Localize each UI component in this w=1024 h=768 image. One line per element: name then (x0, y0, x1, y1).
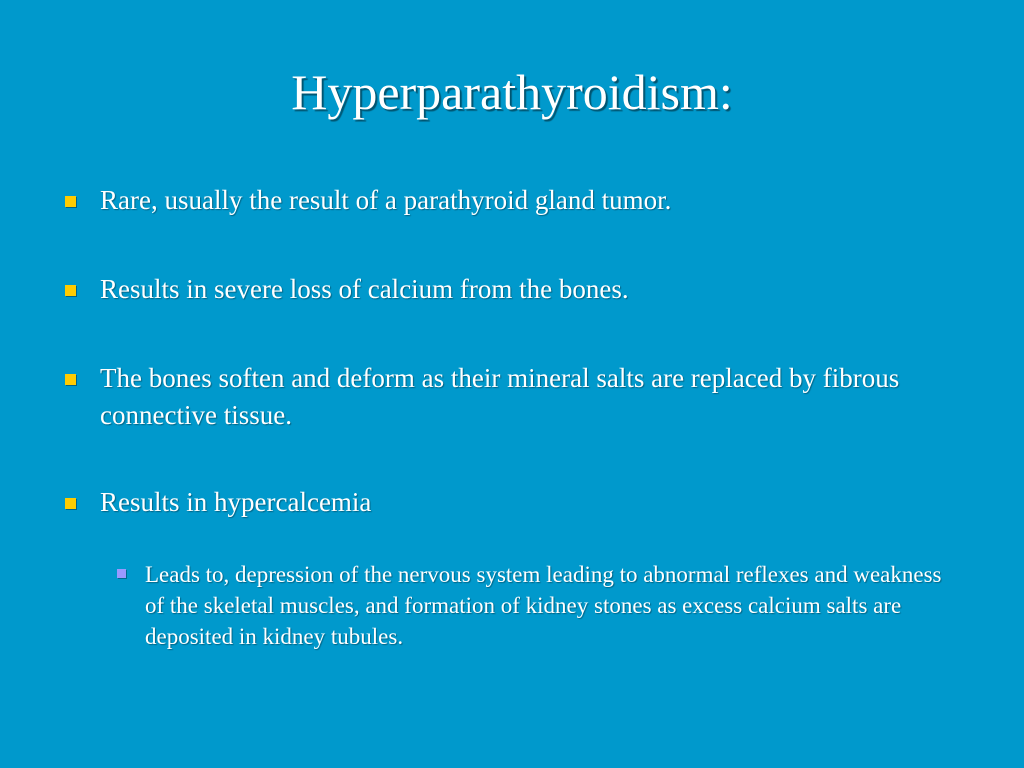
square-bullet-icon (65, 498, 76, 509)
bullet-text: The bones soften and deform as their mineral salts are replaced by fibrous connective tissue. (100, 363, 900, 430)
slide-body (60, 182, 960, 652)
bullet-item (60, 271, 960, 308)
bullet-text: Rare, usually the result of a parathyroid gland tumor. (100, 185, 672, 215)
square-sub-bullet-icon (117, 569, 126, 578)
bullet-item (60, 360, 960, 434)
slide-title: Hyperparathyroidism: (291, 64, 733, 120)
bullet-item (60, 484, 960, 521)
bullet-item (60, 182, 960, 219)
bullet-text: Results in hypercalcemia (100, 487, 372, 517)
sub-bullet-item (105, 559, 945, 652)
bullet-text: Results in severe loss of calcium from the bones. (100, 274, 629, 304)
square-bullet-icon (65, 374, 76, 385)
square-bullet-icon (65, 285, 76, 296)
sub-bullet-text: Leads to, depression of the nervous system leading to abnormal reflexes and weakness of the skeletal muscles, and formation of kidney stones as excess calcium salts are deposited in kidney tubules. (145, 562, 942, 649)
square-bullet-icon (65, 196, 76, 207)
